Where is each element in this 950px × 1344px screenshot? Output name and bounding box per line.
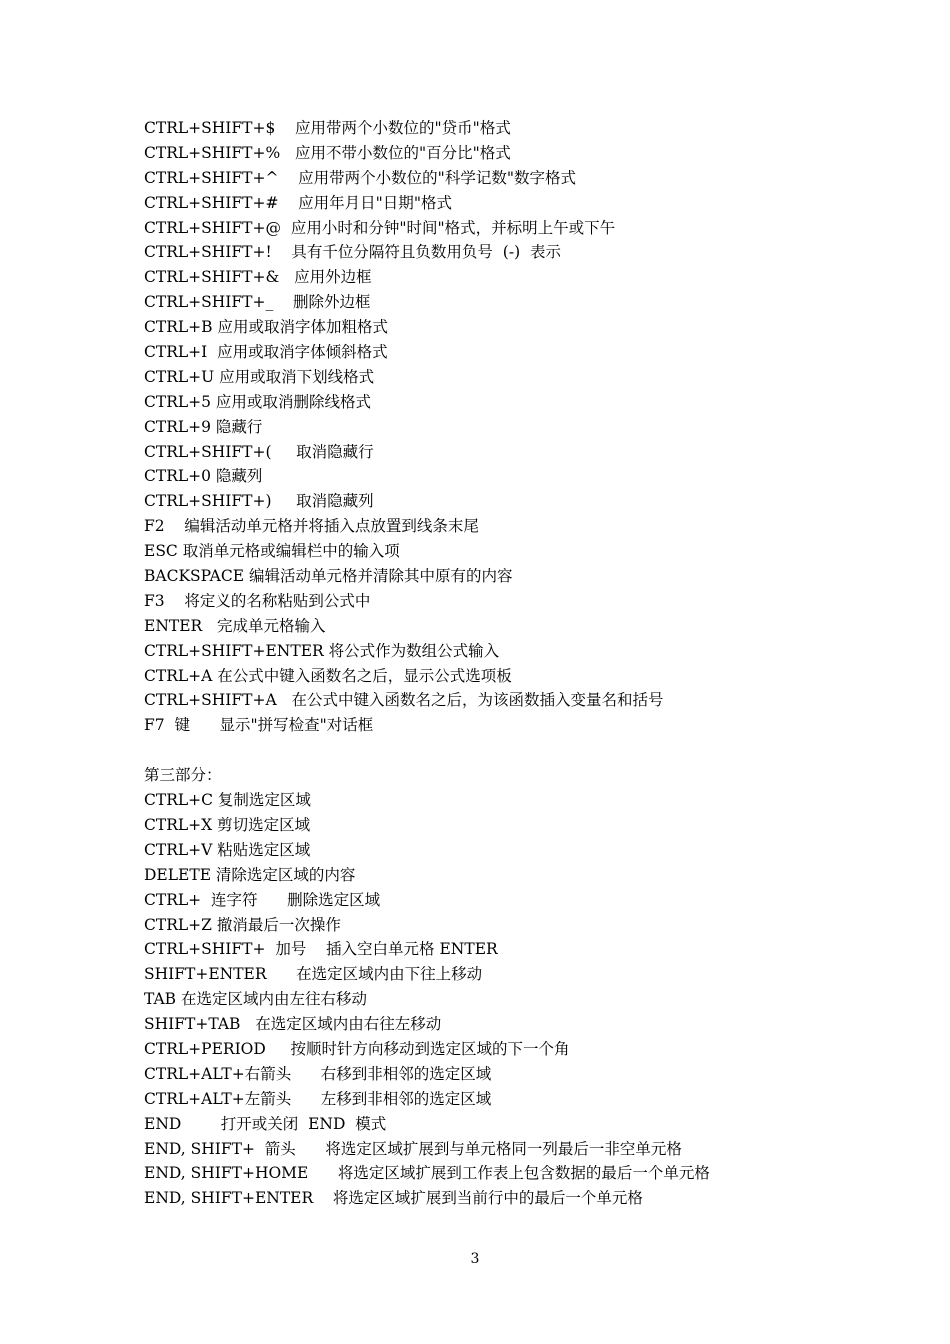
text-line: END, SHIFT+ 箭头 将选定区域扩展到与单元格同一列最后一非空单元格 bbox=[144, 1139, 682, 1158]
text-line: CTRL+9 隐藏行 bbox=[144, 417, 263, 436]
text-line: CTRL+U 应用或取消下划线格式 bbox=[144, 367, 375, 386]
text-line: CTRL+ALT+右箭头 右移到非相邻的选定区域 bbox=[144, 1064, 492, 1083]
text-line: CTRL+X 剪切选定区域 bbox=[144, 815, 311, 834]
text-line: CTRL+Z 撤消最后一次操作 bbox=[144, 915, 341, 934]
text-line: CTRL+SHIFT+& 应用外边框 bbox=[144, 268, 372, 287]
text-line: CTRL+C 复制选定区域 bbox=[144, 791, 311, 810]
text-line: CTRL+ 连字符 删除选定区域 bbox=[144, 890, 381, 909]
text-line: CTRL+SHIFT+@ 应用小时和分钟"时间"格式，并标明上午或下午 bbox=[144, 218, 616, 237]
text-line: CTRL+5 应用或取消删除线格式 bbox=[144, 392, 371, 411]
text-line: CTRL+SHIFT+A 在公式中键入函数名之后，为该函数插入变量名和括号 bbox=[144, 691, 664, 710]
text-line: CTRL+SHIFT+_ 删除外边框 bbox=[144, 293, 371, 312]
text-line: F2 编辑活动单元格并将插入点放置到线条末尾 bbox=[144, 517, 479, 536]
text-line: SHIFT+ENTER 在选定区域内由下往上移动 bbox=[144, 965, 483, 984]
text-line: END, SHIFT+HOME 将选定区域扩展到工作表上包含数据的最后一个单元格 bbox=[144, 1164, 710, 1183]
text-line: F7 键 显示"拼写检查"对话框 bbox=[144, 716, 374, 735]
text-line: CTRL+SHIFT+^ 应用带两个小数位的"科学记数"数字格式 bbox=[144, 168, 576, 187]
text-line: CTRL+SHIFT+) 取消隐藏列 bbox=[144, 492, 374, 511]
text-line: CTRL+ALT+左箭头 左移到非相邻的选定区域 bbox=[144, 1089, 492, 1108]
document-body bbox=[144, 116, 844, 1211]
text-line: CTRL+0 隐藏列 bbox=[144, 467, 263, 486]
text-line: SHIFT+TAB 在选定区域内由右往左移动 bbox=[144, 1015, 442, 1034]
blank-line bbox=[144, 738, 844, 763]
text-line: CTRL+PERIOD 按顺时针方向移动到选定区域的下一个角 bbox=[144, 1039, 570, 1058]
text-line: END 打开或关闭 END 模式 bbox=[144, 1114, 387, 1133]
text-line: DELETE 清除选定区域的内容 bbox=[144, 865, 356, 884]
text-line: CTRL+V 粘贴选定区域 bbox=[144, 840, 311, 859]
text-line: CTRL+SHIFT+ 加号 插入空白单元格 ENTER bbox=[144, 940, 498, 959]
section-heading: 第三部分： bbox=[144, 766, 222, 785]
text-line: CTRL+I 应用或取消字体倾斜格式 bbox=[144, 343, 388, 362]
text-line: CTRL+SHIFT+ENTER 将公式作为数组公式输入 bbox=[144, 641, 500, 660]
text-line: CTRL+SHIFT+# 应用年月日"日期"格式 bbox=[144, 193, 452, 212]
text-line: ESC 取消单元格或编辑栏中的输入项 bbox=[144, 542, 400, 561]
shortcut-list-part3 bbox=[144, 788, 844, 1211]
text-line: BACKSPACE 编辑活动单元格并清除其中原有的内容 bbox=[144, 567, 513, 586]
text-line: TAB 在选定区域内由左往右移动 bbox=[144, 990, 368, 1009]
text-line: END, SHIFT+ENTER 将选定区域扩展到当前行中的最后一个单元格 bbox=[144, 1189, 643, 1208]
text-line: ENTER 完成单元格输入 bbox=[144, 616, 326, 635]
page-number: 3 bbox=[470, 1251, 480, 1267]
text-line: CTRL+A 在公式中键入函数名之后，显示公式选项板 bbox=[144, 666, 512, 685]
text-line: CTRL+SHIFT+% 应用不带小数位的"百分比"格式 bbox=[144, 143, 511, 162]
text-line: F3 将定义的名称粘贴到公式中 bbox=[144, 591, 371, 610]
text-line: CTRL+B 应用或取消字体加粗格式 bbox=[144, 318, 388, 337]
text-line: CTRL+SHIFT+( 取消隐藏行 bbox=[144, 442, 374, 461]
text-line: CTRL+SHIFT+! 具有千位分隔符且负数用负号 (-) 表示 bbox=[144, 243, 561, 262]
shortcut-list-part2 bbox=[144, 116, 844, 738]
text-line: CTRL+SHIFT+$ 应用带两个小数位的"贷币"格式 bbox=[144, 119, 511, 137]
